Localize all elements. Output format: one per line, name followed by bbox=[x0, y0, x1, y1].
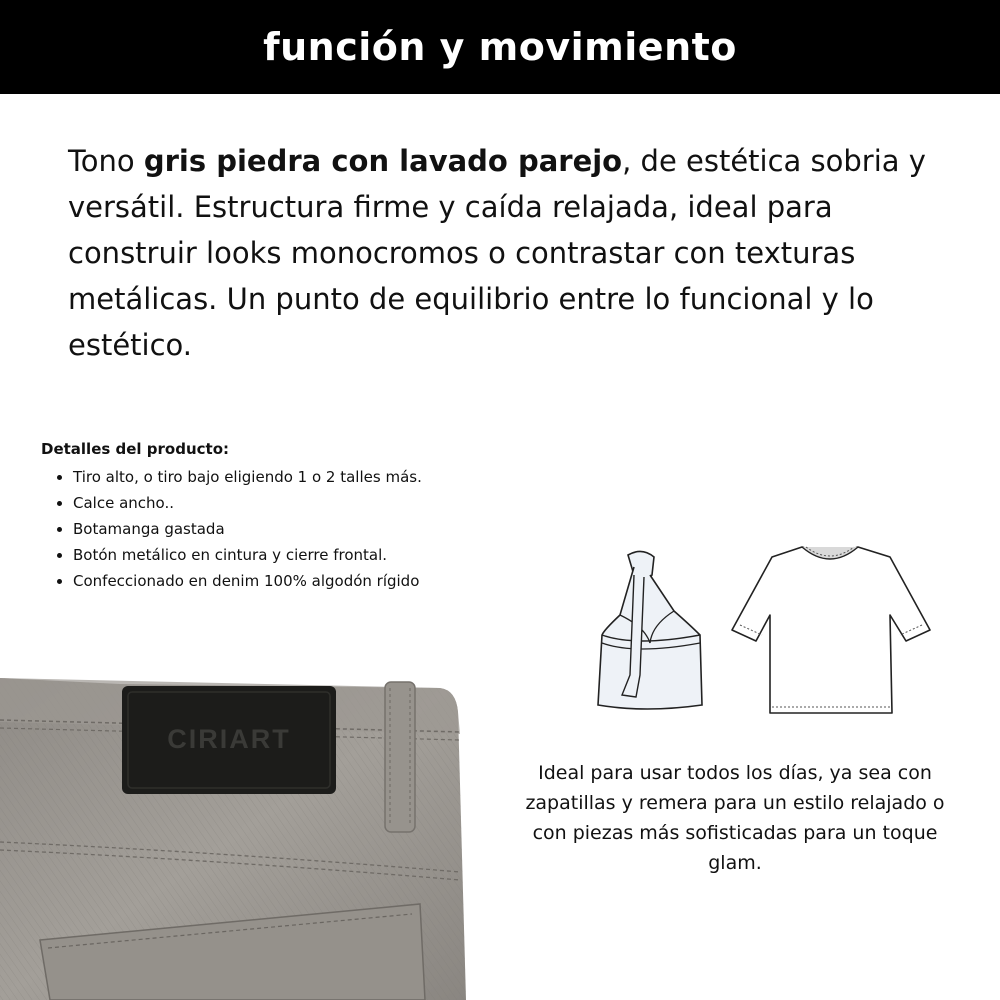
details-list bbox=[41, 464, 501, 594]
halter-top-sketch-icon bbox=[598, 551, 702, 709]
details-title: Detalles del producto: bbox=[41, 440, 230, 458]
tshirt-sketch-icon bbox=[732, 547, 930, 713]
header-banner bbox=[0, 0, 1000, 94]
intro-paragraph bbox=[68, 138, 948, 368]
intro-text-bold: gris piedra con lavado parejo bbox=[143, 144, 623, 178]
details-item: • Botamanga gastada bbox=[73, 516, 501, 542]
details-item: • Botón metálico en cintura y cierre frontal. bbox=[73, 542, 501, 568]
product-details bbox=[41, 440, 501, 594]
details-item: • Calce ancho.. bbox=[73, 490, 501, 516]
intro-text-end: , de estética sobria y versátil. Estructura firme y caída relajada, ideal para construir looks monocromos o contrastar con texturas metálicas. Un punto de equilibrio entre lo funcional y lo estético. bbox=[68, 144, 926, 362]
page-title: función y movimiento bbox=[263, 25, 737, 69]
garment-sketches bbox=[590, 535, 935, 720]
jeans-photo bbox=[0, 672, 466, 1000]
details-item: • Tiro alto, o tiro bajo eligiendo 1 o 2 talles más. bbox=[73, 464, 501, 490]
brand-label-text: CIRIART bbox=[167, 724, 291, 754]
intro-text-start: Tono bbox=[68, 144, 144, 178]
details-item: • Confeccionado en denim 100% algodón rígido bbox=[73, 568, 501, 594]
usage-description: Ideal para usar todos los días, ya sea con zapatillas y remera para un estilo relajado o con piezas más sofisticadas para un toque glam. bbox=[525, 762, 945, 874]
